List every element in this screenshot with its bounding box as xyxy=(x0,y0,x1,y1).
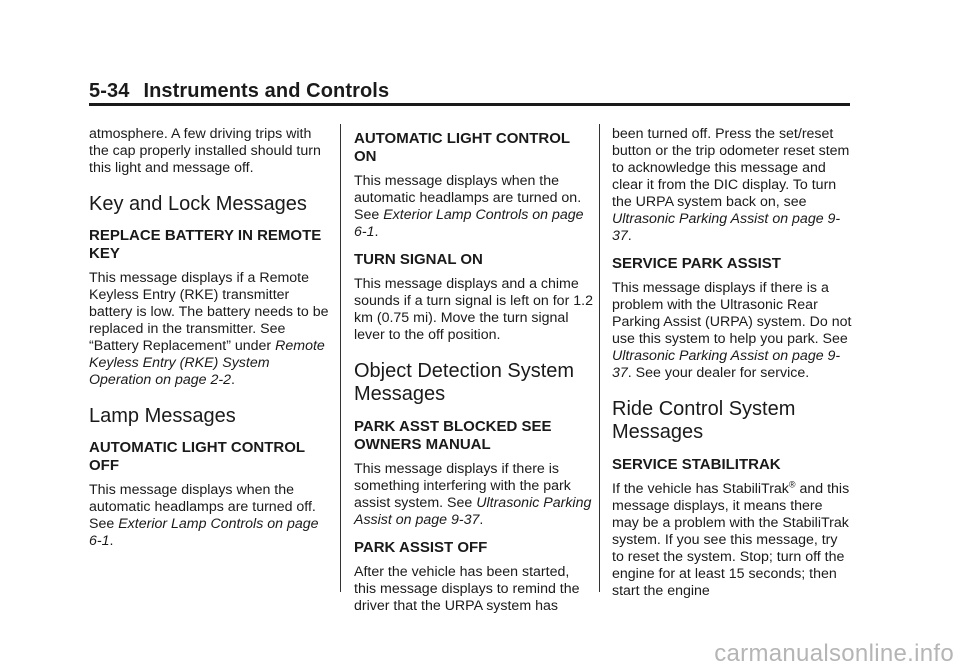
paragraph-intro: atmosphere. A few driving trips with the cap properly installed should turn this light and message off. xyxy=(89,126,321,176)
body-text-tail: . See your dealer for service. xyxy=(627,365,810,381)
period: . xyxy=(230,372,235,388)
heading-service-stabilitrak: SERVICE STABILITRAK xyxy=(612,456,781,473)
paragraph-replace-battery xyxy=(89,270,329,389)
heading-service-park-assist: SERVICE PARK ASSIST xyxy=(612,255,781,272)
cross-reference-link[interactable]: Ultrasonic Parking Assist on page 9-37 xyxy=(612,348,841,381)
heading-auto-light-on: AUTOMATIC LIGHT CONTROL ON xyxy=(354,130,570,165)
heading-park-assist-off: PARK ASSIST OFF xyxy=(354,539,488,556)
body-text: This message displays when the automatic headlamps are turned on. See xyxy=(354,173,582,223)
heading-key-lock-messages: Key and Lock Messages xyxy=(89,193,307,215)
heading-ride-control: Ride Control System Messages xyxy=(612,398,796,443)
heading-lamp-messages: Lamp Messages xyxy=(89,405,236,427)
body-text: This message displays if there is a problem with the Ultrasonic Rear Parking Assist (URPA) system. Do not use this system to help you park. See xyxy=(612,280,852,347)
page-number: 5-34 xyxy=(89,80,130,102)
paragraph-park-blocked xyxy=(354,461,594,529)
body-text: This message displays when the automatic headlamps are turned off. See xyxy=(89,482,316,532)
registered-mark: ® xyxy=(788,479,796,490)
column-2 xyxy=(354,126,594,615)
cross-reference-link[interactable]: Ultrasonic Parking Assist on page 9-37 xyxy=(612,211,841,244)
heading-replace-battery: REPLACE BATTERY IN REMOTE KEY xyxy=(89,227,322,262)
cross-reference-link[interactable]: Exterior Lamp Controls on page 6-1 xyxy=(354,207,584,240)
period: . xyxy=(374,224,379,240)
page-header xyxy=(89,80,389,103)
column-divider xyxy=(340,124,341,592)
paragraph-auto-light-off xyxy=(89,482,329,550)
paragraph-service-stabilitrak xyxy=(612,481,852,600)
heading-auto-light-off: AUTOMATIC LIGHT CONTROL OFF xyxy=(89,439,305,474)
body-text: If the vehicle has StabiliTrak xyxy=(612,481,789,497)
body-text: and this message displays, it means there may be a problem with the StabiliTrak system. If you see this message, try to reset the system. Stop; turn off the engine for at least 15 seconds; then start the engine xyxy=(612,481,850,599)
paragraph-park-off-continued xyxy=(612,126,852,245)
column-divider xyxy=(599,124,600,592)
cross-reference-link[interactable]: Remote Keyless Entry (RKE) System Operation on page 2-2 xyxy=(89,338,325,388)
body-text: been turned off. Press the set/reset button or the trip odometer reset stem to acknowledge this message and clear it from the DIC display. To turn the URPA system back on, see xyxy=(612,126,850,210)
column-1 xyxy=(89,126,329,550)
heading-park-blocked: PARK ASST BLOCKED SEE OWNERS MANUAL xyxy=(354,418,552,453)
section-title: Instruments and Controls xyxy=(143,80,390,102)
watermark: carmanualsonline.info xyxy=(714,640,954,667)
cross-reference-link[interactable]: Ultrasonic Parking Assist on page 9-37 xyxy=(354,495,592,528)
period: . xyxy=(479,512,484,528)
paragraph-auto-light-on xyxy=(354,173,594,241)
heading-object-detection: Object Detection System Messages xyxy=(354,360,575,405)
body-text: This message displays if a Remote Keyless Entry (RKE) transmitter battery is low. The battery needs to be replaced in the transmitter. See “Battery Replacement” under xyxy=(89,270,329,354)
body-text: This message displays if there is something interfering with the park assist system. See xyxy=(354,461,571,511)
header-rule xyxy=(89,103,850,106)
column-3 xyxy=(612,126,852,600)
period: . xyxy=(109,533,114,549)
paragraph-turn-signal: This message displays and a chime sounds if a turn signal is left on for 1.2 km (0.75 mi). Move the turn signal lever to the off position. xyxy=(354,276,593,343)
heading-turn-signal: TURN SIGNAL ON xyxy=(354,251,483,268)
paragraph-service-park-assist xyxy=(612,280,852,382)
cross-reference-link[interactable]: Exterior Lamp Controls on page 6-1 xyxy=(89,516,319,549)
period: . xyxy=(627,228,632,244)
paragraph-park-assist-off: After the vehicle has been started, this message displays to remind the driver that the URPA system has xyxy=(354,564,580,614)
